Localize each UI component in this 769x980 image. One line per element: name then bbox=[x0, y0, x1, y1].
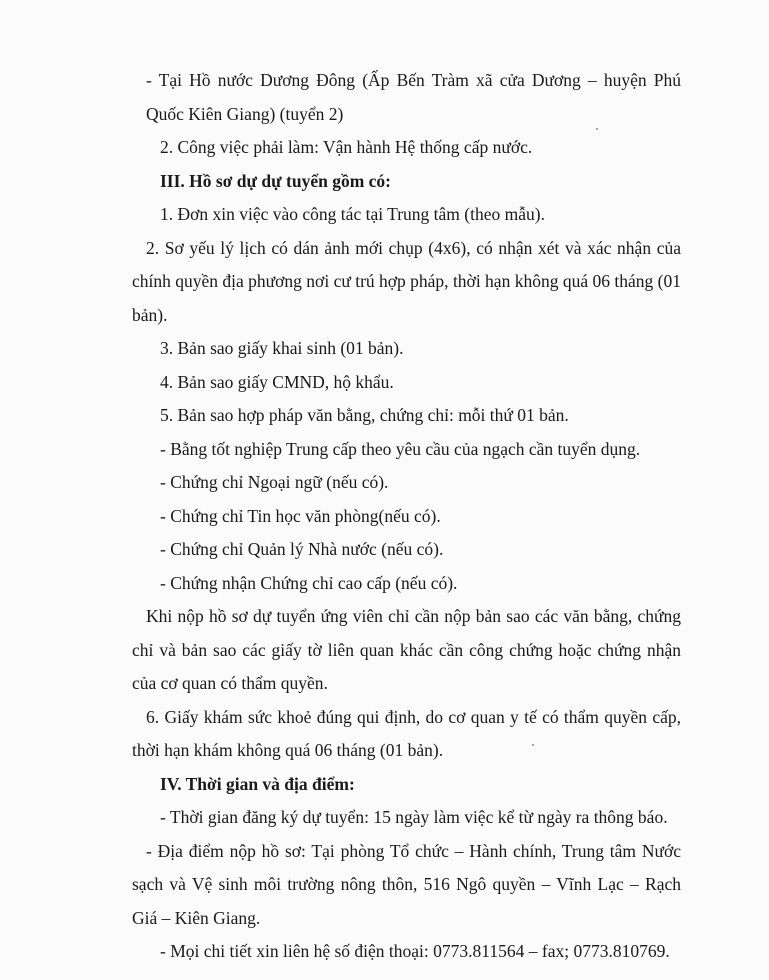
paragraph-phu-quoc-location: - Tại Hồ nước Dương Đông (Ấp Bến Tràm xã cửa Dương – huyện Phú Quốc Kiên Giang) (tuyển 2) bbox=[146, 70, 681, 124]
paragraph-item-3: 3. Bản sao giấy khai sinh (01 bản). bbox=[160, 338, 404, 358]
scan-speck bbox=[596, 128, 598, 130]
paragraph-diploma: - Bằng tốt nghiệp Trung cấp theo yêu cầu của ngạch cần tuyển dụng. bbox=[160, 438, 641, 459]
paragraph-it-cert: - Chứng chỉ Tin học văn phòng(nếu có). bbox=[160, 505, 441, 526]
paragraph-item-5: 5. Bản sao hợp pháp văn bằng, chứng chỉ: mỗi thứ 01 bản. bbox=[160, 405, 569, 425]
paragraph-submission-note: Khi nộp hồ sơ dự tuyển ứng viên chỉ cần nộp bản sao các văn bằng, chứng chỉ và bản sao các giấy tờ liên quan khác cần công chứng hoặc chứng nhận của cơ quan có thẩm quyền. bbox=[132, 606, 681, 693]
paragraph-job-duties: 2. Công việc phải làm: Vận hành Hệ thống cấp nước. bbox=[160, 137, 533, 157]
paragraph-submission-place: - Địa điểm nộp hồ sơ: Tại phòng Tổ chức – Hành chính, Trung tâm Nước sạch và Vệ sinh môi trường nông thôn, 516 Ngô quyền – Vĩnh Lạc – Rạch Giá – Kiên Giang. bbox=[132, 840, 681, 928]
paragraph-language-cert: - Chứng chỉ Ngoại ngữ (nếu có). bbox=[160, 472, 389, 492]
section-heading-iv: IV. Thời gian và địa điểm: bbox=[160, 773, 355, 794]
section-heading-iii: III. Hồ sơ dự dự tuyển gồm có: bbox=[160, 170, 391, 191]
paragraph-contact: - Mọi chi tiết xin liên hệ số điện thoại: 0773.811564 – fax; 0773.810769. bbox=[160, 941, 670, 961]
paragraph-item-6: 6. Giấy khám sức khoẻ đúng qui định, do cơ quan y tế có thẩm quyền cấp, thời hạn khám không quá 06 tháng (01 bản). bbox=[132, 706, 681, 760]
scan-speck bbox=[532, 744, 534, 746]
paragraph-state-mgmt-cert: - Chứng chỉ Quản lý Nhà nước (nếu có). bbox=[160, 539, 444, 559]
paragraph-item-4: 4. Bản sao giấy CMND, hộ khẩu. bbox=[160, 371, 394, 392]
paragraph-advanced-cert: - Chứng nhận Chứng chỉ cao cấp (nếu có). bbox=[160, 572, 458, 593]
paragraph-registration-time: - Thời gian đăng ký dự tuyển: 15 ngày làm việc kể từ ngày ra thông báo. bbox=[160, 807, 668, 827]
paragraph-item-2: 2. Sơ yếu lý lịch có dán ảnh mới chụp (4x6), có nhận xét và xác nhận của chính quyền địa phương nơi cư trú hợp pháp, thời hạn không quá 06 tháng (01 bản). bbox=[132, 237, 681, 325]
paragraph-item-1: 1. Đơn xin việc vào công tác tại Trung tâm (theo mẫu). bbox=[160, 204, 545, 224]
